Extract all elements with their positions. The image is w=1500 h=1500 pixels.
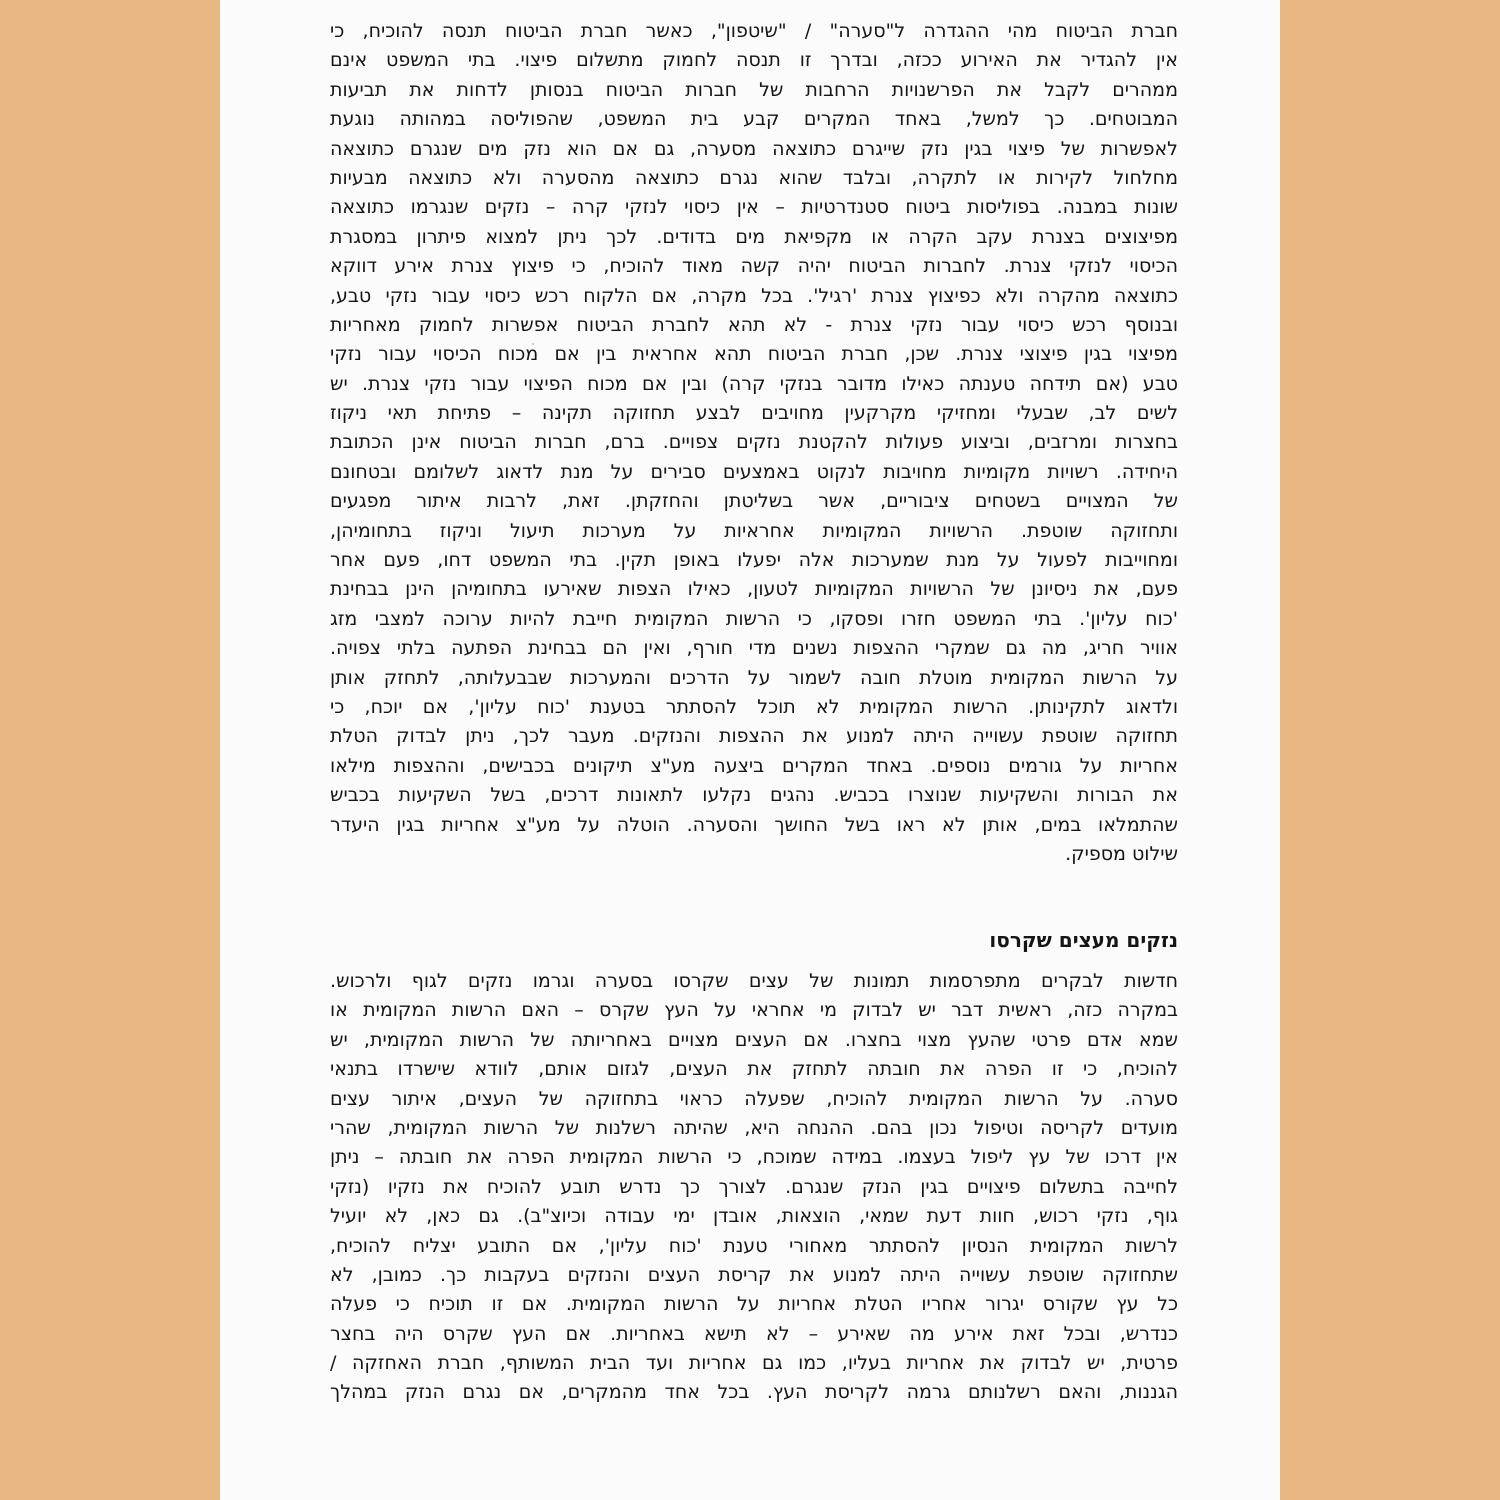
text-line: במקרה כזה, ראשית דבר יש לבדוק מי אחראי על העץ שקרס – האם הרשות המקומית או <box>330 999 1178 1022</box>
paragraph-insurance-liability <box>330 17 1178 869</box>
text-line: שתחזוקה שוטפת עשוייה היתה למנוע את קריסת העצים והנזקים בעקבות כך. כמובן, לא <box>330 1263 1178 1286</box>
text-line: פרטית, יש לבדוק את אחריות בעליו, כמו גם אחריות ועד הבית המשותף, חברת האחזקה / <box>330 1352 1178 1375</box>
text-line: מועדים לקריסה וטיפול נכון בהם. ההנחה היא, שהיתה רשלנות של הרשות המקומית, שהרי <box>330 1116 1178 1139</box>
text-line: מחלחול לקירות או לתקרה, ובלבד שהוא נגרם כתוצאה מהסערה ולא כתוצאה מבעיות <box>330 166 1178 189</box>
document-page <box>220 0 1280 1500</box>
text-line: ומחוייבות לפעול על מנת שמערכות אלה יפעלו באופן תקין. בתי המשפט דחו, פעם אחר <box>330 549 1178 572</box>
text-line: הגננות, והאם רשלנותם גרמה לקריסת העץ. בכל אחד מהמקרים, אם נגרם הנזק במהלך <box>330 1381 1178 1404</box>
text-line: אוויר חריג, מה גם שמקרי ההצפות נשנים מדי חורף, ואין הם בבחינת הפתעה בלתי צפויה. <box>330 637 1178 660</box>
text-line: תחזוקה שוטפת עשוייה היתה למנוע את ההצפות והנזקים. מעבר לכך, ניתן לבדוק הטלת <box>330 725 1178 748</box>
text-line: ותחזוקה שוטפת. הרשויות המקומיות אחראיות על מערכות תיעול וניקוז בתחומיהן, <box>330 519 1178 542</box>
text-line: להוכיח, כי זו הפרה את חובתה לתחזק את העצים, לגזום אותם, לוודא שישרדו בתנאי <box>330 1058 1178 1081</box>
text-line: לשים לב, שבעלי ומחזיקי מקרקעין מחויבים לבצע תחזוקה תקינה – פתיחת תאי ניקוז <box>330 402 1178 425</box>
text-line: פעם, את ניסיונן של הרשויות המקומיות לטעון, כאילו הצפות שאירעו בתחומיהן הינן בבחינת <box>330 578 1178 601</box>
text-line: חדשות לבקרים מתפרסמות תמונות של עצים שקרסו בסערה וגרמו נזקים לגוף ולרכוש. <box>330 970 1178 992</box>
text-line: שהתמלאו במים, אותן לא ראו בשל החושך והסערה. הוטלה על מע"צ אחריות בגין היעדר <box>330 813 1178 836</box>
text-line: מפיצוי בגין פיצוצי צנרת. שכן, חברת הביטוח תהא אחראית בין אם מכוח הכיסוי עבור נזקי <box>330 343 1178 366</box>
text-line: שילוט מספיק. <box>1065 842 1178 865</box>
text-line: ובנוסף רכש כיסוי עבור נזקי צנרת - לא תהא לחברת הביטוח אפשרות לחמוק מאחריות <box>330 313 1178 336</box>
text-line: שונות במבנה. בפוליסות ביטוח סטנדרטיות – אין כיסוי לנזקי קרה – נזקים שנגרמו כתוצאה <box>330 196 1178 219</box>
text-line: אין דרכו של עץ ליפול בעצמו. במידה שמוכח, כי הרשות המקומית הפרה את חובתה – ניתן <box>330 1146 1178 1169</box>
text-line: סערה. על הרשות המקומית להוכיח, שפעלה כראוי בתחזוקה של העצים, איתור עצים <box>330 1087 1178 1110</box>
paragraph-fallen-trees <box>330 967 1178 1408</box>
text-line: ממהרים לקבל את הפרשנויות הרחבות של חברות הביטוח בנסותן לדחות את תביעות <box>330 78 1178 101</box>
text-line: שמא אדם פרטי שהעץ מצוי בחצרו. אם העצים מצויים באחריותה של הרשות המקומית, יש <box>330 1028 1178 1051</box>
text-line: לחייבה בתשלום פיצויים בגין הנזק שנגרם. לצורך כך נדרש תובע להוכיח את נזקיו (נזקי <box>330 1175 1178 1198</box>
text-line: כתוצאה מהקרה ולא כפיצוץ צנרת 'רגיל'. בכל מקרה, אם הלקוח רכש כיסוי עבור נזקי טבע, <box>330 284 1178 307</box>
text-line: לאפשרות של פיצוי בגין נזק שייגרם כתוצאה מסערה, גם אם הוא נזק מים שנגרם כתוצאה <box>330 137 1178 160</box>
text-line: בחצרות ומרזבים, וביצוע פעולות להקטנת נזקים צפויים. ברם, חברות הביטוח אינן הכתובת <box>330 431 1178 454</box>
text-line: 'כוח עליון'. בתי המשפט חזרו ופסקו, כי הרשות המקומית חייבת להיות ערוכה למצבי מזג <box>330 607 1178 630</box>
text-line: כנדרש, ובכל זאת אירע מה שאירע – לא תישא באחריות. אם העץ שקרס היה בחצר <box>330 1322 1178 1345</box>
text-line: חברת הביטוח מהי ההגדרה ל"סערה" / "שיטפון", כאשר חברת הביטוח תנסה להוכיח, כי <box>330 20 1178 42</box>
text-line: לרשות המקומית הנסיון להסתתר מאחורי טענת 'כוח עליון', אם התובע יצליח להוכיח, <box>330 1234 1178 1257</box>
text-line: הכיסוי לנזקי צנרת. לחברות הביטוח יהיה קשה מאוד להוכיח, כי פיצוץ צנרת אירע דווקא <box>330 255 1178 278</box>
text-line: של המצויים בשטחים ציבוריים, אשר בשליטתן והחזקתן. זאת, לרבות איתור מפגעים <box>330 490 1178 513</box>
text-line: את הבורות והשקיעות שנוצרו בכביש. נהגים נקלעו לתאונות דרכים, בשל השקיעות בכביש <box>330 784 1178 807</box>
text-line: המבוטחים. כך למשל, באחד המקרים קבע בית המשפט, שהפוליסה במהותה נוגעת <box>330 108 1178 131</box>
text-line: ולדאוג לתקינותן. הרשות המקומית לא תוכל להסתתר בטענת 'כוח עליון', אם יוכח, כי <box>330 695 1178 718</box>
text-line: גוף, נזקי רכוש, חוות דעת שמאי, הוצאות, אובדן ימי עבודה וכיוצ"ב). גם כאן, לא יועיל <box>330 1205 1178 1228</box>
text-line: כל עץ שקורס יגרור אחריו הטלת אחריות על הרשות המקומית. אם זו תוכיח כי פעלה <box>330 1293 1178 1316</box>
text-line: טבע (אם תידחה טענתה כאילו מדובר בנזקי קרה) ובין אם מכוח הפיצוי עבור נזקי צנרת. יש <box>330 372 1178 395</box>
text-line: מפיצוצים בצנרת עקב הקרה או מקפיאת מים בדודים. לכך ניתן למצוא פיתרון במסגרת <box>330 225 1178 248</box>
text-line: אחריות על גורמים נוספים. באחד המקרים ביצעה מע"צ תיקונים בכבישים, וההצפות מילאו <box>330 754 1178 777</box>
text-line: אין להגדיר את האירוע ככזה, ובדרך זו תנסה לחמוק מתשלום פיצוי. בתי המשפט אינם <box>330 49 1178 72</box>
text-line: היחידה. רשויות מקומיות מחויבות לנקוט באמצעים סבירים על מנת לדאוג לשלומם ובטחונם <box>330 460 1178 483</box>
section-heading: נזקים מעצים שקרסו <box>989 928 1178 952</box>
text-line: על הרשות המקומית מוטלת חובה לשמור על הדרכים והמערכות שבבעלותה, לתחזק אותן <box>330 666 1178 689</box>
